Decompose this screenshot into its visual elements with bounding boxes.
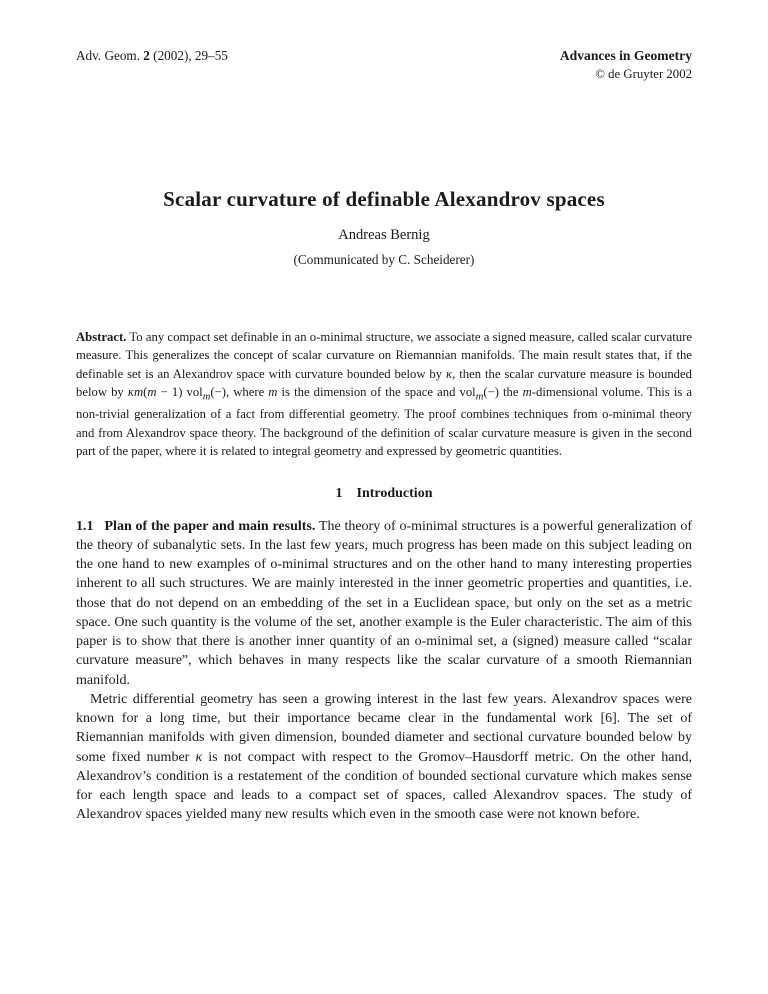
journal-reference — [76, 48, 228, 65]
section-heading-introduction — [76, 486, 692, 502]
journal-header-right — [560, 48, 692, 83]
paragraph-plan-of-paper — [76, 517, 692, 690]
paragraph-run-in-title: Plan of the paper and main results. — [104, 518, 316, 534]
abstract-label: Abstract. — [76, 329, 127, 344]
author-name: Andreas Bernig — [338, 226, 430, 243]
paragraph-number: 1.1 — [76, 518, 94, 534]
journal-name: Advances in Geometry — [559, 48, 692, 63]
paper-title: Scalar curvature of definable Alexandrov spaces — [163, 186, 605, 211]
communicated-by: (Communicated by C. Scheiderer) — [293, 251, 475, 267]
abstract — [76, 328, 692, 461]
journal-ref-prefix: Adv. Geom. — [76, 48, 144, 63]
journal-header — [76, 48, 692, 83]
paragraph-text: Metric differential geometry has seen a growing interest in the last few years. Alexandrov spaces were known for a long time, but their importance became clear in the fundamental work [6]. The set of Riemannian manifolds with given dimension, bounded diameter and sectional curvature bounded below by some fixed number κ is not compact with respect to the Gromov–Hausdorff metric. On the other hand, Alexandrov’s condition is a restatement of the condition of bounded sectional curvature which makes sense for each length space and leads to a compact set of spaces, called Alexandrov spaces. The study of Alexandrov spaces yielded many new results which even in the smooth case were not known before. — [76, 691, 692, 823]
paragraph-text: The theory of o-minimal structures is a powerful generalization of the theory of subanalytic sets. In the last few years, much progress has been made on this subject leading on the one hand to new examples of o-minimal structures and on the other hand to many interesting properties inherent to all such structures. We are mainly interested in the inner geometric properties and quantities, i.e. those that do not depend on an embedding of the set in a Euclidean space, but only on the set as a metric space. One such quantity is the volume of the set, another example is the Euler characteristic. The aim of this paper is to show that there is another inner quantity of an o-minimal set, a (signed) measure called “scalar curvature measure”, which behaves in many respects like the scalar curvature of a smooth Riemannian manifold. — [76, 518, 692, 688]
journal-ref-pages: (2002), 29–55 — [149, 48, 228, 63]
paragraph-metric-geometry — [76, 690, 692, 825]
section-number: 1 — [335, 485, 343, 501]
abstract-text: To any compact set definable in an o-minimal structure, we associate a signed measure, called scalar curvature measure. This generalizes the concept of scalar curvature on Riemannian manifolds. The main result states that, if the definable set is an Alexandrov space with curvature bounded below by κ, then the scalar curvature measure is bounded below by κm(m − 1) vol$_m$(−), where m is the dimension of the space and vol$_m$(−) the m-dimensional volume. This is a non-trivial generalization of a fact from differential geometry. The proof combines techniques from o-minimal theory and from Alexandrov space theory. The background of the definition of scalar curvature measure is given in the second part of the paper, where it is related to integral geometry and expressed by geometric quantities. — [76, 329, 692, 459]
copyright-line: © de Gruyter 2002 — [595, 66, 692, 81]
journal-ref-volume: 2 — [143, 48, 150, 63]
section-title: Introduction — [356, 485, 433, 501]
